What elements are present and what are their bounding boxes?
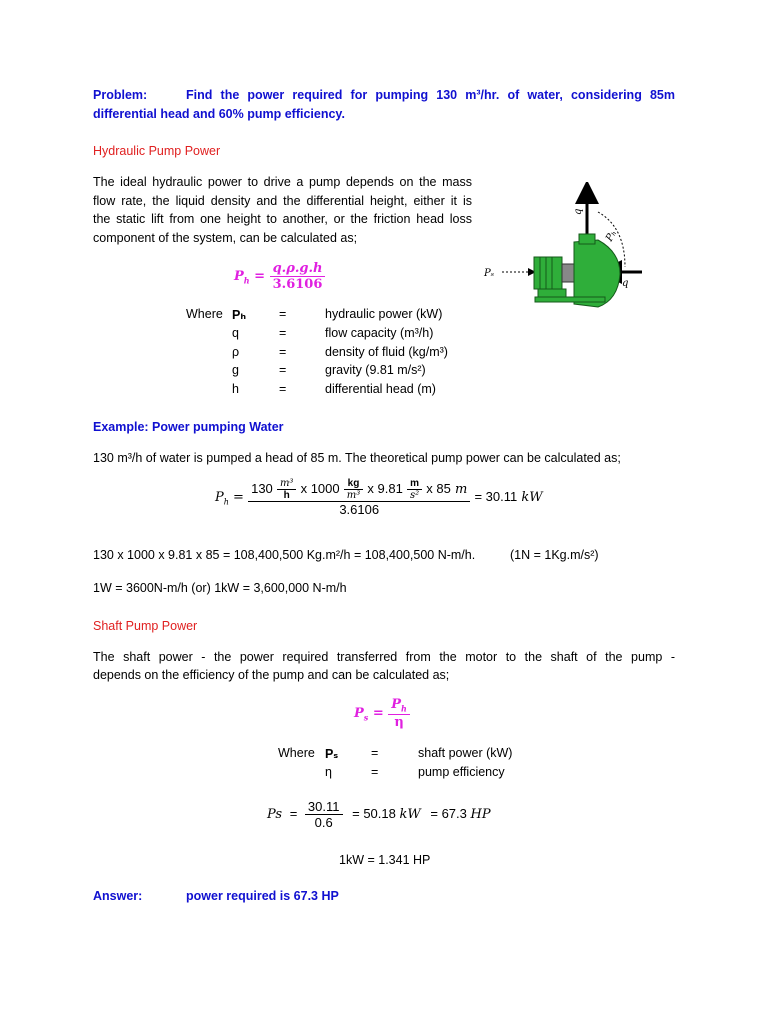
var-desc-g: gravity (9.81 m/s²) (325, 363, 426, 377)
example-numerator (248, 478, 470, 501)
unit-m: m (410, 478, 419, 489)
example-equals: = (233, 490, 244, 505)
motor-body (534, 257, 562, 289)
shaft-var-desc-eta: pump efficiency (418, 765, 505, 779)
shaft-calc-fraction (305, 799, 343, 830)
var-eq-g: = (279, 363, 287, 377)
var-sym-h: h (232, 382, 239, 396)
unit-m3: m³ (279, 478, 294, 489)
example-unit-m3h (277, 478, 297, 501)
shaft-heading: Shaft Pump Power (93, 619, 198, 633)
example-unit-m-final: m (454, 482, 468, 497)
var-sym-g: g (232, 363, 239, 377)
unit-s2: s² (407, 489, 422, 501)
var-sym-rho: ρ (232, 345, 240, 359)
shaft-conversion: 1kW = 1.341 HP (339, 853, 431, 867)
shaft-calc-mid: = 50.18 (352, 805, 396, 821)
formula-lhs: P (234, 269, 244, 284)
var-desc-h: differential head (m) (325, 382, 436, 396)
problem-line2: differential head and 60% pump efficiency. (93, 107, 345, 121)
shaft-formula-num-p: P (391, 697, 402, 712)
example-lhs: P (215, 490, 224, 505)
shaft-calc-num: 30.11 (307, 799, 340, 814)
pump-diagram (480, 182, 650, 322)
example-denominator: 3.6106 (248, 501, 470, 517)
shaft-var-sym-ps: Pₛ (325, 747, 339, 761)
shaft-para-1: The shaft power - the power required transferred from the motor to the shaft of the pump - (93, 650, 675, 664)
formula-fraction (270, 261, 326, 292)
shaft-formula-fraction (388, 697, 410, 730)
var-desc-rho: density of fluid (kg/m³) (325, 345, 448, 359)
hydraulic-heading: Hydraulic Pump Power (93, 144, 221, 158)
example-unit-ms2 (407, 478, 422, 501)
var-eq-q: = (279, 326, 287, 340)
example-main-fraction (248, 478, 470, 517)
shaft-where-label: Where (278, 746, 315, 760)
shaft-var-desc-ps: shaft power (kW) (418, 746, 513, 760)
var-eq-ph: = (279, 307, 287, 321)
shaft-formula-num-sub: h (401, 703, 407, 714)
shaft-formula (354, 697, 410, 730)
shaft-var-eq-ps: = (371, 746, 379, 760)
shaft-formula-den: η (388, 714, 410, 730)
example-n130: 130 (251, 481, 273, 496)
diagram-label-q-top: q (573, 208, 584, 215)
shaft-var-sym-eta: η (325, 765, 332, 779)
var-desc-ph: hydraulic power (kW) (325, 307, 443, 321)
formula-equals: = (254, 269, 266, 284)
answer-label: Answer: (93, 889, 143, 903)
formula-denominator: 3.6106 (270, 276, 326, 292)
unit-h: h (277, 489, 297, 501)
shaft-calc-unit2: HP (470, 806, 491, 822)
example-result-unit: kW (521, 490, 543, 505)
shaft-formula-num (388, 697, 410, 714)
answer-text: power required is 67.3 HP (186, 889, 339, 903)
example-x981: x 9.81 (367, 481, 403, 496)
where-label: Where (186, 307, 223, 321)
var-sym-ph: Pₕ (232, 308, 247, 322)
formula-lhs-sub: h (243, 275, 250, 286)
problem-line1: Find the power required for pumping 130 m³/hr. of water, considering 85m (186, 88, 675, 102)
example-calc-line1: 130 x 1000 x 9.81 x 85 = 108,400,500 Kg.m²/h = 108,400,500 N-m/h. (93, 548, 476, 562)
shaft-calc-unit1: kW (399, 806, 421, 822)
shaft-calc-eq: = (289, 805, 298, 821)
diagram-label-ph: Pₕ (604, 228, 620, 244)
unit-kg: kg (347, 478, 360, 489)
shaft-calc-eq2: = 67.3 (430, 805, 467, 821)
hydraulic-para-2: flow rate, the liquid density and the differential height, either it is (93, 194, 472, 208)
shaft-formula-lhs-sub: s (363, 712, 369, 723)
example-unit-kgm3 (344, 478, 364, 501)
var-eq-rho: = (279, 345, 287, 359)
shaft-calc (267, 799, 491, 830)
hydraulic-para-3: the static lift from one height to another, or the friction head loss (93, 212, 472, 226)
shaft-para-2: depends on the efficiency of the pump and can be calculated as; (93, 668, 450, 682)
example-lhs-sub: h (223, 497, 229, 507)
example-heading: Example: Power pumping Water (93, 420, 284, 434)
hydraulic-para-1: The ideal hydraulic power to drive a pump depends on the mass (93, 175, 472, 189)
shaft-calc-lhs: Ps (267, 806, 283, 822)
example-calc-note: (1N = 1Kg.m/s²) (510, 548, 599, 562)
var-eq-h: = (279, 382, 287, 396)
var-desc-q: flow capacity (m³/h) (325, 326, 434, 340)
example-intro: 130 m³/h of water is pumped a head of 85 m. The theoretical pump power can be calculated as; (93, 451, 621, 465)
var-sym-q: q (232, 326, 239, 340)
example-result: = 30.11 (474, 489, 518, 504)
shaft-formula-lhs: P (354, 705, 364, 721)
hydraulic-para-4: component of the system, can be calculated as; (93, 231, 358, 245)
shaft-formula-equals: = (372, 705, 384, 721)
shaft-calc-den: 0.6 (305, 814, 343, 830)
formula-numerator: q.ρ.g.h (272, 261, 323, 276)
shaft-var-eq-eta: = (371, 765, 379, 779)
hydraulic-formula (234, 261, 325, 292)
diagram-label-q-right: q (622, 278, 629, 289)
diagram-label-ps: Pₛ (484, 268, 495, 279)
unit-m3-den: m³ (344, 489, 364, 501)
problem-label: Problem: (93, 88, 148, 102)
example-x85: x 85 (426, 481, 451, 496)
example-calc-line2: 1W = 3600N-m/h (or) 1kW = 3,600,000 N-m/h (93, 581, 347, 595)
example-formula (215, 478, 543, 517)
example-x1000: x 1000 (300, 481, 340, 496)
